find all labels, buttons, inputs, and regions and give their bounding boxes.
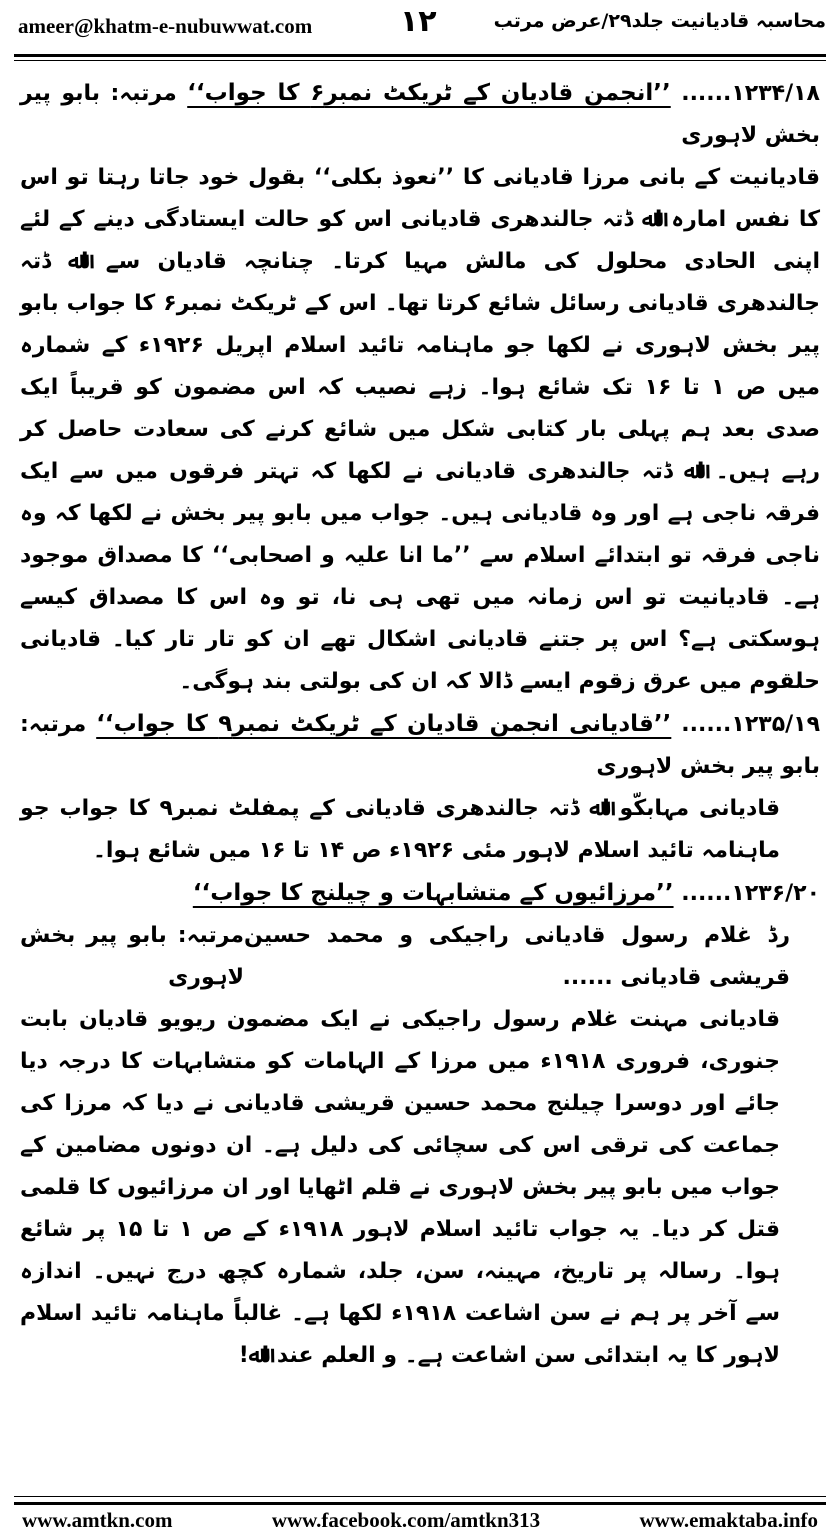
entry-title: ’’قادیانی انجمن قادیان کے ٹریکٹ نمبر۹ کا جواب‘‘ — [96, 711, 672, 737]
header-rule-thin — [14, 60, 826, 61]
entry-compiler: مرتبہ: بابو پیر بخش لاہوری — [20, 81, 820, 148]
footer-rule-thin — [14, 1496, 826, 1497]
footer-link-facebook[interactable]: www.facebook.com/amtkn313 — [271, 1508, 541, 1532]
closing-phrase: و العلم عند اﷲ! — [238, 1343, 398, 1368]
page-body — [20, 72, 820, 1462]
entry-heading — [20, 703, 820, 788]
entry-heading — [20, 872, 820, 915]
footer-link-emaktaba[interactable]: www.emaktaba.info — [639, 1508, 818, 1532]
entry-number: ۱۲۳۴/۱۸...... — [681, 81, 820, 106]
entry-paragraph: قادیانی مہابکّو اﷲ ڈتہ جالندھری قادیانی کے پمفلٹ نمبر۹ کا جواب جو ماہنامہ تائید اسلام لاہور مئی ۱۹۲۶ء ص ۱۴ تا ۱۶ میں شائع ہوا۔ — [20, 796, 780, 863]
page-number: ۱۲ — [400, 4, 437, 39]
footer-rule — [14, 1502, 826, 1505]
entry-paragraph: قادیانیت کے بانی مرزا قادیانی کا ’’نعوذ بکلی‘‘ بقول خود جاتا رہتا تو اس کا نفس امارہ اﷲ ڈتہ جالندھری قادیانی اس کو حالت ایستادگی دینے کے لئے اپنی الحادی محلول کی مالش مہیا کرتا۔ چنانچہ قادیان سے اﷲ ڈتہ جالندھری قادیانی رسائل شائع کرتا تھا۔ اس کے ٹریکٹ نمبر۶ کا جواب بابو پیر بخش لاہوری نے لکھا جو ماہنامہ تائید اسلام اپریل ۱۹۲۶ء کے شمارہ میں ص ۱ تا ۱۶ تک شائع ہوا۔ زہے نصیب کہ اس مضمون کو قریباً ایک صدی بعد ہم پہلی بار کتابی شکل میں شائع کرنے کی سعادت حاصل کر رہے ہیں۔ اﷲ ڈتہ جالندھری قادیانی نے لکھا کہ تہتر فرقوں میں سے ایک فرقہ ناجی ہے اور وہ قادیانی ہیں۔ جواب میں بابو پیر بخش نے لکھا کہ وہ ناجی فرقہ تو ابتدائے اسلام سے ’’ما انا علیہ و اصحابی‘‘ کا مصداق موجود ہے۔ قادیانیت تو اس زمانہ میں تھی ہی نا، تو وہ اس کا مصداق کیسے ہوسکتی ہے؟ اس پر جتنے قادیانی اشکال تھے ان کو تار تار کیا۔ قادیانی حلقوم میں عرق زقوم ایسے ڈالا کہ ان کی بولتی بند ہوگی۔ — [20, 165, 821, 694]
entry-compiler: مرتبہ: بابو پیر بخش لاہوری — [20, 712, 820, 779]
entry-paragraph — [20, 999, 820, 1377]
footer-link-amtkn[interactable]: www.amtkn.com — [22, 1508, 173, 1532]
entry-number: ۱۲۳۶/۲۰...... — [681, 881, 820, 906]
entry-subtitle: رڈ غلام رسول قادیانی راجیکی و محمد حسین قریشی قادیانی ...... — [244, 923, 790, 990]
entry-subtitle-line — [20, 915, 820, 999]
page-footer — [0, 1496, 840, 1540]
entry-title: ’’انجمن قادیان کے ٹریکٹ نمبر۶ کا جواب‘‘ — [187, 80, 671, 106]
header-email[interactable]: ameer@khatm-e-nubuwwat.com — [18, 14, 313, 38]
entry-heading — [20, 72, 820, 157]
book-title: محاسبہ قادیانیت جلد۲۹/عرض مرتب — [493, 10, 826, 32]
header-rule — [14, 54, 826, 57]
footer-links — [22, 1508, 818, 1533]
entry-title: ’’مرزائیوں کے متشابہات و چیلنج کا جواب‘‘ — [192, 880, 674, 906]
page-header — [0, 0, 840, 62]
entry-number: ۱۲۳۵/۱۹...... — [681, 712, 821, 737]
entry-paragraph-text: قادیانی مہنت غلام رسول راجیکی نے ایک مضمون ریویو قادیان بابت جنوری، فروری ۱۹۱۸ء میں مرزا کے الہامات کو متشابہات کا درجہ دیا جائے اور دوسرا چیلنج محمد حسین قریشی قادیانی نے دیا کہ مرزا کی جماعت کی ترقی اس کی سچائی کی دلیل ہے۔ ان دونوں مضامین کے جواب میں بابو پیر بخش لاہوری نے قلم اٹھایا اور ان مرزائیوں کا قلمی قتل کر دیا۔ یہ جواب تائید اسلام لاہور ۱۹۱۸ء کے ص ۱ تا ۱۵ پر شائع ہوا۔ رسالہ پر تاریخ، مہینہ، سن، جلد، شمارہ کچھ درج نہیں۔ اندازہ سے آخر پر ہم نے سن اشاعت ۱۹۱۸ء لکھا ہے۔ غالباً ماہنامہ تائید اسلام لاہور کا یہ ابتدائی سن اشاعت ہے۔ — [20, 1007, 781, 1368]
entry-compiler: مرتبہ: بابو پیر بخش لاہوری — [20, 923, 245, 990]
